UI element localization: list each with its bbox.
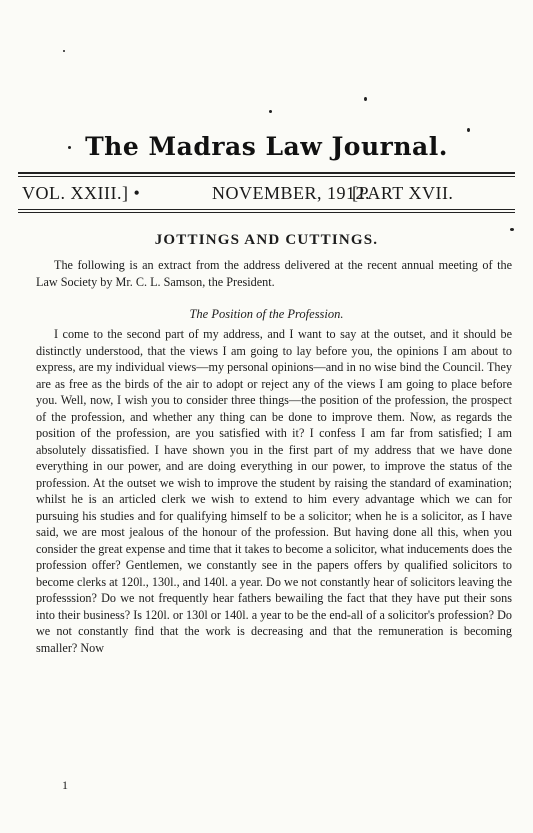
article-subheading: The Position of the Profession. xyxy=(189,307,344,321)
top-rule xyxy=(18,172,515,174)
ink-speck xyxy=(510,228,514,231)
section-heading: JOTTINGS AND CUTTINGS. xyxy=(154,232,379,248)
journal-title: The Madras Law Journal. xyxy=(85,132,448,161)
ink-speck xyxy=(269,110,272,113)
issue-date: NOVEMBER, 1912. xyxy=(212,183,371,203)
volume-number: VOL. XXIII.] • xyxy=(22,183,141,203)
article-body xyxy=(36,326,512,656)
ink-speck xyxy=(63,50,65,52)
part-number: [PART XVII. xyxy=(352,183,454,203)
body-paragraph: I come to the second part of my address, and I want to say at the outset, and it should be distinctly understood, that the views I am going to lay before you, the opinions I am about to express, are my individual views—my personal opinions—and in no wise bind the Council. They are as free as the birds of the air to adopt or reject any of the views I am going to place before you. Well, now, I wish you to consider three things—the position of the profession, the prospect of the profession, and whether any thing can be done to improve them. Now, as regards the position of the profession, are you satisfied with it? I confess I am far from satisfied; I am absolutely dissatisfied. I have shown you in the first part of my address that we have done everything in our power, and are doing everything in our power, to improve the status of the profession. At the outset we wish to improve the student by raising the standard of examination; whilst he is an articled clerk we wish to extend to him every advantage which we can for pursuing his studies and for qualifying himself to be a solicitor; when he is a solicitor, as I have said, we are most jealous of the honour of the profession. But having done all this, when you consider the great expense and time that it takes to become a solicitor, what inducements does the profession offer? Gentlemen, we constantly see in the papers offers by qualified solicitors to become clerks at 120l., 130l., and 140l. a year. Do we not constantly hear of solicitors leaving the professsion? Do we not frequently hear fathers bewailing the fact that they have put their sons into their business? Is 120l. or 130l or 140l. a year to be the end-all of a solicitor's profession? Do we not constantly find that the work is decreasing and that the remuneration is becoming smaller? Now xyxy=(36,327,512,655)
bottom-rule xyxy=(18,209,515,210)
top-rule-thin xyxy=(18,176,515,177)
bottom-rule-thin xyxy=(18,212,515,213)
page-number: 1 xyxy=(62,778,68,792)
intro-paragraph xyxy=(36,257,512,290)
intro-text: The following is an extract from the address delivered at the recent annual meeting of the Law Society by Mr. C. L. Samson, the President. xyxy=(36,258,512,289)
ink-speck xyxy=(364,97,367,101)
